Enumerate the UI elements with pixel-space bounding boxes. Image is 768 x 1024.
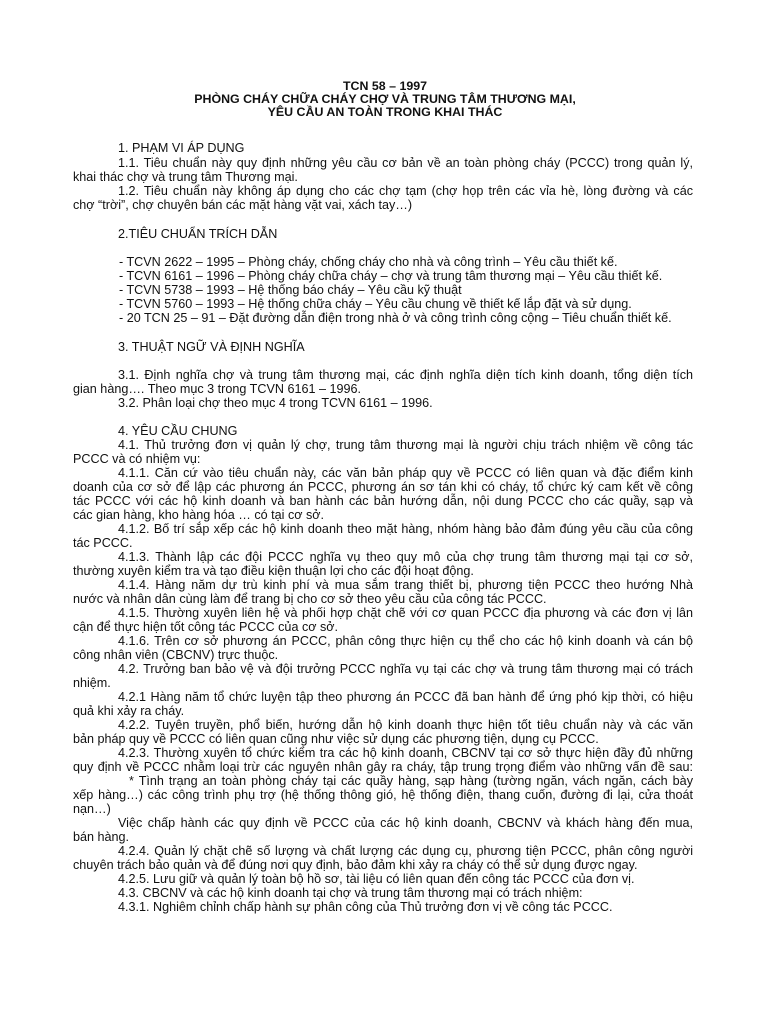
paragraph-1-2: 1.2. Tiêu chuẩn này không áp dụng cho các chợ tạm (chợ họp trên các vỉa hè, lòng đường và các (118, 184, 693, 198)
paragraph-4-1-3-cont: thường xuyên kiểm tra và tạo điều kiện thuận lợi cho các đội hoạt động. (73, 564, 474, 578)
paragraph-3-2: 3.2. Phân loại chợ theo mục 4 trong TCVN 6161 – 1996. (118, 396, 433, 410)
paragraph-4-2-3: 4.2.3. Thường xuyên tổ chức kiểm tra các hộ kinh doanh, CBCNV tại cơ sở thực hiện đầy đủ những (118, 746, 693, 760)
paragraph-4-2-cont: nhiệm. (73, 676, 111, 690)
section-1-heading: 1. PHẠM VI ÁP DỤNG (118, 141, 245, 155)
paragraph-4-2-4: 4.2.4. Quản lý chặt chẽ số lượng và chất lượng các dụng cụ, phương tiện PCCC, phân công người (118, 844, 693, 858)
paragraph-1-2-cont: chợ “trời”, chợ chuyên bán các mặt hàng vặt vai, xách tay…) (73, 198, 413, 212)
paragraph-4-1: 4.1. Thủ trưởng đơn vị quản lý chợ, trung tâm thương mại là người chịu trách nhiệm về công tác (118, 438, 693, 452)
section-3-heading: 3. THUẬT NGỮ VÀ ĐỊNH NGHĨA (118, 340, 305, 354)
paragraph-4-2-3-note: Việc chấp hành các quy định về PCCC của các hộ kinh doanh, CBCNV và khách hàng đến mua, (118, 816, 693, 830)
paragraph-4-1-5: 4.1.5. Thường xuyên liên hệ và phối hợp chặt chẽ với cơ quan PCCC địa phương và các đơn vị lân (118, 606, 693, 620)
paragraph-4-3: 4.3. CBCNV và các hộ kinh doanh tại chợ và trung tâm thương mại có trách nhiệm: (118, 886, 583, 900)
paragraph-4-3-1: 4.3.1. Nghiêm chỉnh chấp hành sự phân công của Thủ trưởng đơn vị về công tác PCCC. (118, 900, 613, 914)
paragraph-1-1-cont: khai thác chợ và trung tâm Thương mại. (73, 170, 298, 184)
paragraph-4-2-2: 4.2.2. Tuyên truyền, phổ biến, hướng dẫn hộ kinh doanh thực hiện tốt tiêu chuẩn này và các văn (118, 718, 693, 732)
paragraph-4-1-4: 4.1.4. Hàng năm dự trù kinh phí và mua sắm trang thiết bị, phương tiện PCCC theo hướng Nhà (118, 578, 693, 592)
paragraph-1-1: 1.1. Tiêu chuẩn này quy định những yêu cầu cơ bản về an toàn phòng cháy (PCCC) trong quản lý, (118, 156, 693, 170)
section-2-heading: 2.TIÊU CHUẨN TRÍCH DẪN (118, 227, 278, 241)
paragraph-4-1-4-cont: nước và nhân dân cùng làm để trang bị cho cơ sở theo yêu cầu của công tác PCCC. (73, 592, 547, 606)
paragraph-4-1-1-cont: doanh của cơ sở để lập các phương án PCCC, phương án sơ tán khi có cháy, tổ chức ký cam kết về công (73, 480, 693, 494)
section-4-heading: 4. YÊU CẦU CHUNG (118, 424, 238, 438)
paragraph-4-1-2: 4.1.2. Bố trí sắp xếp các hộ kinh doanh theo mặt hàng, nhóm hàng bảo đảm đúng yêu cầu của công (118, 522, 693, 536)
paragraph-4-2-3-bullet-cont: xếp hàng…) các công trình phụ trợ (hệ thống thông gió, hệ thống điện, thang cuốn, đường đi lại, cửa thoát (73, 788, 693, 802)
paragraph-3-1-cont: gian hàng…. Theo mục 3 trong TCVN 6161 – 1996. (73, 382, 361, 396)
paragraph-4-2-5: 4.2.5. Lưu giữ và quản lý toàn bộ hồ sơ, tài liệu có liên quan đến công tác PCCC của đơn vị. (118, 872, 635, 886)
document-title-line-2: YÊU CẦU AN TOÀN TRONG KHAI THÁC (267, 105, 503, 119)
paragraph-4-1-6: 4.1.6. Trên cơ sở phương án PCCC, phân công thực hiện cụ thể cho các hộ kinh doanh và cán bộ (118, 634, 693, 648)
paragraph-4-2-3-note-cont: bán hàng. (73, 830, 130, 844)
paragraph-4-2-3-cont: quy định về PCCC nhằm loại trừ các nguyên nhân gây ra cháy, tập trung trọng điểm vào những vấn đề sau: (73, 760, 693, 774)
paragraph-4-2-1-cont: quả khi xảy ra cháy. (73, 704, 185, 718)
paragraph-4-2-3-bullet-cont: nạn…) (73, 802, 111, 816)
paragraph-4-2-4-cont: chuyên trách bảo quản và để đúng nơi quy định, bảo đảm khi xảy ra cháy có thể sử dụng được ngay. (73, 858, 638, 872)
paragraph-4-2-2-cont: bản pháp quy về PCCC có liên quan cũng như việc sử dụng các phương tiện, dụng cụ PCCC. (73, 732, 599, 746)
document-title-line-1: PHÒNG CHÁY CHỮA CHÁY CHỢ VÀ TRUNG TÂM THƯƠNG MẠI, (194, 92, 576, 106)
reference-item: - TCVN 5760 – 1993 – Hệ thống chữa cháy – Yêu cầu chung về thiết kế lắp đặt và sử dụng. (119, 297, 632, 311)
paragraph-4-1-2-cont: tác PCCC. (73, 536, 133, 550)
paragraph-4-2-1: 4.2.1 Hàng năm tổ chức luyện tập theo phương án PCCC đã ban hành để ứng phó kịp thời, có hiệu (118, 690, 693, 704)
paragraph-4-1-5-cont: cận để thực hiện tốt công tác PCCC của cơ sở. (73, 620, 339, 634)
paragraph-4-2-3-bullet: * Tình trạng an toàn phòng cháy tại các quầy hàng, sạp hàng (tường ngăn, vách ngăn, cách bày (129, 774, 693, 788)
reference-item: - TCVN 6161 – 1996 – Phòng cháy chữa cháy – chợ và trung tâm thương mại – Yêu cầu thiết kế. (119, 269, 663, 283)
paragraph-4-2: 4.2. Trưởng ban bảo vệ và đội trưởng PCCC nghĩa vụ tại các chợ và trung tâm thương mại có trách (118, 662, 693, 676)
paragraph-4-1-1: 4.1.1. Căn cứ vào tiêu chuẩn này, các văn bản pháp quy về PCCC có liên quan và đặc điểm kinh (118, 466, 693, 480)
paragraph-4-1-6-cont: công nhân viên (CBCNV) trực thuộc. (73, 648, 279, 662)
document-title-block (70, 80, 700, 119)
paragraph-4-1-1-cont: tác PCCC với các hộ kinh doanh và ban hành các bản hướng dẫn, nội dung PCCC cho các quầy, sạp và (73, 494, 693, 508)
reference-item: - TCVN 2622 – 1995 – Phòng cháy, chống cháy cho nhà và công trình – Yêu cầu thiết kế. (119, 255, 618, 269)
paragraph-4-1-cont: PCCC và có nhiệm vụ: (73, 452, 201, 466)
reference-item: - 20 TCN 25 – 91 – Đặt đường dẫn điện trong nhà ở và công trình công cộng – Tiêu chuẩn thiết kế. (119, 311, 672, 325)
reference-item: - TCVN 5738 – 1993 – Hệ thống báo cháy – Yêu cầu kỹ thuật (119, 283, 462, 297)
standard-code: TCN 58 – 1997 (342, 79, 428, 93)
paragraph-4-1-3: 4.1.3. Thành lập các đội PCCC nghĩa vụ theo quy mô của chợ trung tâm thương mại tại cơ sở, (118, 550, 693, 564)
paragraph-3-1: 3.1. Định nghĩa chợ và trung tâm thương mại, các định nghĩa diện tích kinh doanh, tổng diện tích (118, 368, 693, 382)
paragraph-4-1-1-cont: các gian hàng, kho hàng hóa … có tại cơ sở. (73, 508, 325, 522)
